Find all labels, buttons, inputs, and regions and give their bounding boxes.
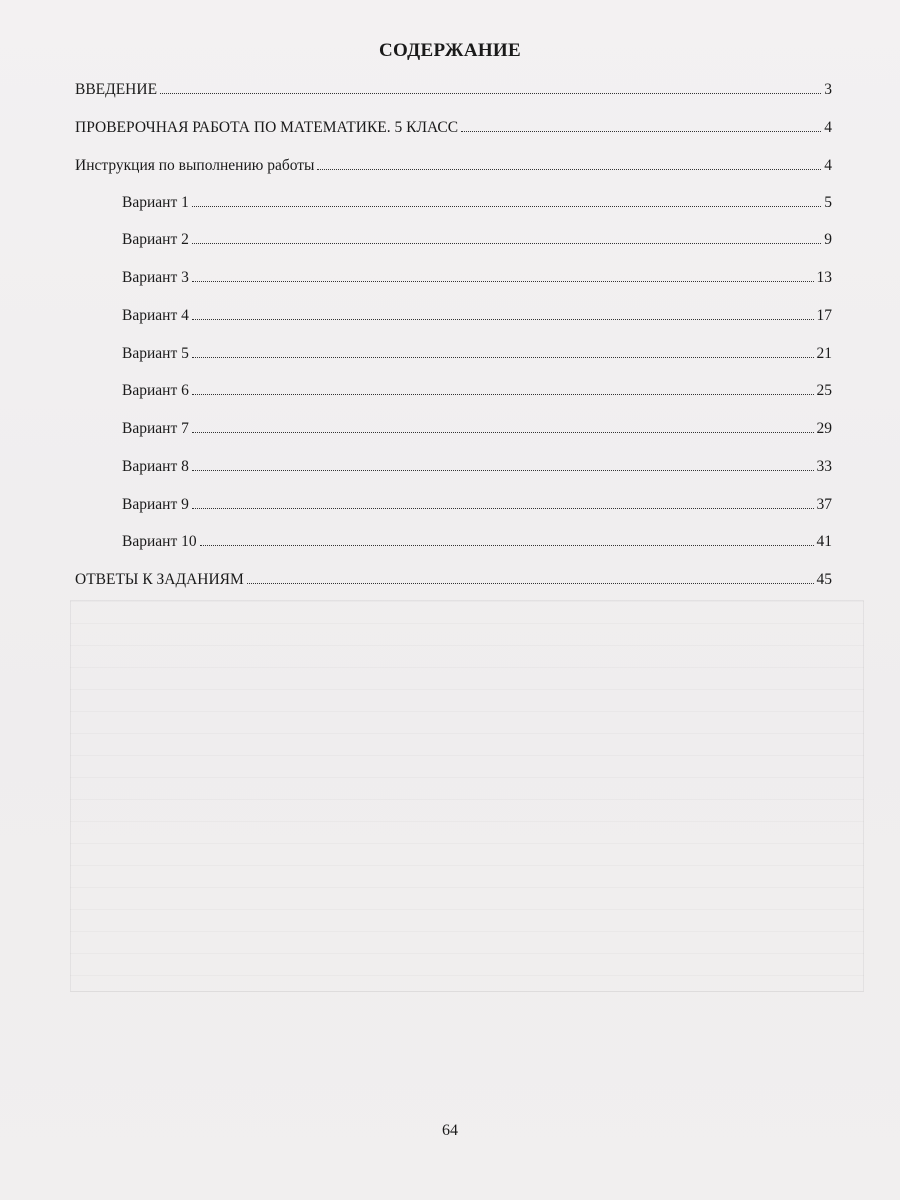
toc-entry-page: 45 — [816, 571, 832, 588]
toc-entry-page: 17 — [816, 307, 832, 324]
toc-entry-label: Вариант 8 — [122, 458, 189, 475]
toc-entry-page: 33 — [816, 458, 832, 475]
toc-dot-leader — [192, 243, 821, 244]
toc-entry-page: 25 — [816, 382, 832, 399]
toc-entry-label: Вариант 1 — [122, 194, 189, 211]
toc-entry-label: ПРОВЕРОЧНАЯ РАБОТА ПО МАТЕМАТИКЕ. 5 КЛАСС — [75, 119, 459, 136]
toc-entry-variant-10[interactable] — [122, 532, 832, 552]
toc-dot-leader — [192, 281, 814, 282]
toc-dot-leader — [192, 470, 814, 471]
toc-dot-leader — [317, 169, 821, 170]
page-title: СОДЕРЖАНИЕ — [379, 40, 521, 61]
toc-entry-page: 4 — [824, 119, 832, 136]
toc-entry-variant-8[interactable] — [122, 457, 832, 477]
toc-entry-test-math-5[interactable] — [75, 118, 832, 138]
toc-entry-page: 37 — [816, 496, 832, 513]
toc-entry-label: Вариант 10 — [122, 533, 197, 550]
toc-dot-leader — [192, 206, 821, 207]
toc-entry-page: 41 — [816, 533, 832, 550]
toc-dot-leader — [192, 432, 814, 433]
toc-entry-variant-4[interactable] — [122, 306, 832, 326]
toc-entry-variant-5[interactable] — [122, 344, 832, 364]
toc-entry-page: 4 — [824, 157, 832, 174]
toc-entry-page: 29 — [816, 420, 832, 437]
page-number: 64 — [442, 1122, 458, 1139]
toc-dot-leader — [192, 508, 814, 509]
toc-entry-label: Вариант 7 — [122, 420, 189, 437]
toc-entry-answers[interactable] — [75, 570, 832, 590]
toc-entry-label: Вариант 5 — [122, 345, 189, 362]
toc-entry-variant-9[interactable] — [122, 495, 832, 515]
toc-entry-page: 9 — [824, 231, 832, 248]
toc-entry-variant-3[interactable] — [122, 268, 832, 288]
toc-entry-page: 3 — [824, 81, 832, 98]
toc-entry-label: ВВЕДЕНИЕ — [75, 81, 158, 98]
toc-entry-label: Вариант 9 — [122, 496, 189, 513]
toc-entry-variant-7[interactable] — [122, 419, 832, 439]
toc-entry-label: ОТВЕТЫ К ЗАДАНИЯМ — [75, 571, 244, 588]
toc-entry-page: 21 — [816, 345, 832, 362]
toc-entry-label: Вариант 6 — [122, 382, 189, 399]
toc-dot-leader — [247, 583, 814, 584]
toc-dot-leader — [200, 545, 814, 546]
toc-dot-leader — [160, 93, 821, 94]
toc-entry-page: 13 — [816, 269, 832, 286]
toc-entry-label: Вариант 4 — [122, 307, 189, 324]
toc-entry-label: Инструкция по выполнению работы — [75, 157, 315, 174]
toc-dot-leader — [461, 131, 821, 132]
toc-entry-introduction[interactable] — [75, 80, 832, 100]
toc-entry-page: 5 — [824, 194, 832, 211]
toc-entry-variant-1[interactable] — [122, 193, 832, 213]
toc-entry-variant-2[interactable] — [122, 230, 832, 250]
toc-dot-leader — [192, 357, 814, 358]
toc-entry-variant-6[interactable] — [122, 381, 832, 401]
toc-entry-instructions[interactable] — [75, 156, 832, 176]
toc-entry-label: Вариант 3 — [122, 269, 189, 286]
toc-entry-label: Вариант 2 — [122, 231, 189, 248]
toc-dot-leader — [192, 319, 814, 320]
toc-dot-leader — [192, 394, 814, 395]
